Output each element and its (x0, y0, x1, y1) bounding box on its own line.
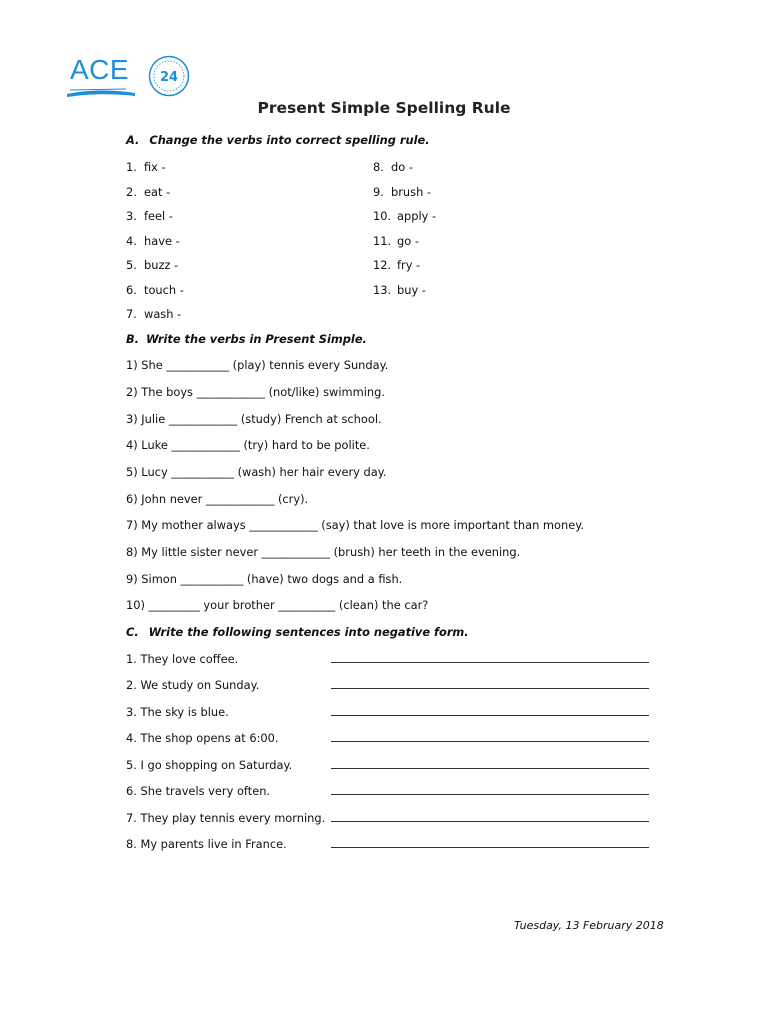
exercise-item: 7) My mother always ____________ (say) that love is more important than money. (126, 518, 584, 532)
sentence-item: 2. We study on Sunday. (126, 678, 260, 692)
list-item: 1. fix - (126, 160, 166, 174)
section-c-heading (126, 625, 469, 639)
answer-line[interactable] (331, 741, 649, 742)
section-letter: B. (126, 332, 140, 346)
sentence-item: 5. I go shopping on Saturday. (126, 758, 293, 772)
answer-line[interactable] (331, 688, 649, 689)
list-item: 4. have - (126, 234, 180, 248)
list-item: 9. brush - (373, 185, 432, 199)
exercise-item: 6) John never ____________ (cry). (126, 492, 309, 506)
answer-line[interactable] (331, 662, 649, 663)
sentence-item: 7. They play tennis every morning. (126, 811, 326, 825)
list-item: 5. buzz - (126, 258, 179, 272)
list-item: 2. eat - (126, 185, 171, 199)
badge-number: 24 (159, 70, 179, 85)
exercise-item: 2) The boys ____________ (not/like) swimming. (126, 385, 385, 399)
section-letter: A. (126, 133, 140, 147)
exercise-item: 1) She ___________ (play) tennis every Sunday. (126, 358, 389, 372)
answer-line[interactable] (331, 821, 649, 822)
answer-line[interactable] (331, 847, 649, 848)
section-instruction: Change the verbs into correct spelling rule. (149, 133, 430, 147)
anniversary-badge-icon (148, 55, 190, 97)
sentence-item: 8. My parents live in France. (126, 837, 287, 851)
list-item: 10. apply - (373, 209, 437, 223)
page-title: Present Simple Spelling Rule (257, 99, 511, 117)
list-item: 12. fry - (373, 258, 421, 272)
list-item: 11. go - (373, 234, 419, 248)
list-item: 7. wash - (126, 307, 182, 321)
exercise-item: 3) Julie ____________ (study) French at school. (126, 412, 382, 426)
ace-logo-text: ACE (70, 54, 130, 85)
exercise-item: 4) Luke ____________ (try) hard to be polite. (126, 438, 370, 452)
answer-line[interactable] (331, 768, 649, 769)
answer-line[interactable] (331, 794, 649, 795)
sentence-item: 3. The sky is blue. (126, 705, 229, 719)
section-instruction: Write the verbs in Present Simple. (145, 332, 367, 346)
sentence-item: 1. They love coffee. (126, 652, 239, 666)
exercise-item: 10) _________ your brother __________ (clean) the car? (126, 598, 429, 612)
list-item: 6. touch - (126, 283, 184, 297)
section-a-heading (126, 133, 430, 147)
sentence-item: 4. The shop opens at 6:00. (126, 731, 279, 745)
answer-line[interactable] (331, 715, 649, 716)
sentence-item: 6. She travels very often. (126, 784, 271, 798)
list-item: 13. buy - (373, 283, 426, 297)
list-item: 3. feel - (126, 209, 173, 223)
ace-swoosh-icon (66, 84, 136, 98)
footer-date: Tuesday, 13 February 2018 (514, 919, 664, 932)
exercise-item: 9) Simon ___________ (have) two dogs and a fish. (126, 572, 403, 586)
section-instruction: Write the following sentences into negative form. (148, 625, 469, 639)
exercise-item: 8) My little sister never ____________ (brush) her teeth in the evening. (126, 545, 521, 559)
list-item: 8. do - (373, 160, 413, 174)
section-b-heading (126, 332, 367, 346)
section-letter: C. (126, 625, 139, 639)
exercise-item: 5) Lucy ___________ (wash) her hair every day. (126, 465, 387, 479)
